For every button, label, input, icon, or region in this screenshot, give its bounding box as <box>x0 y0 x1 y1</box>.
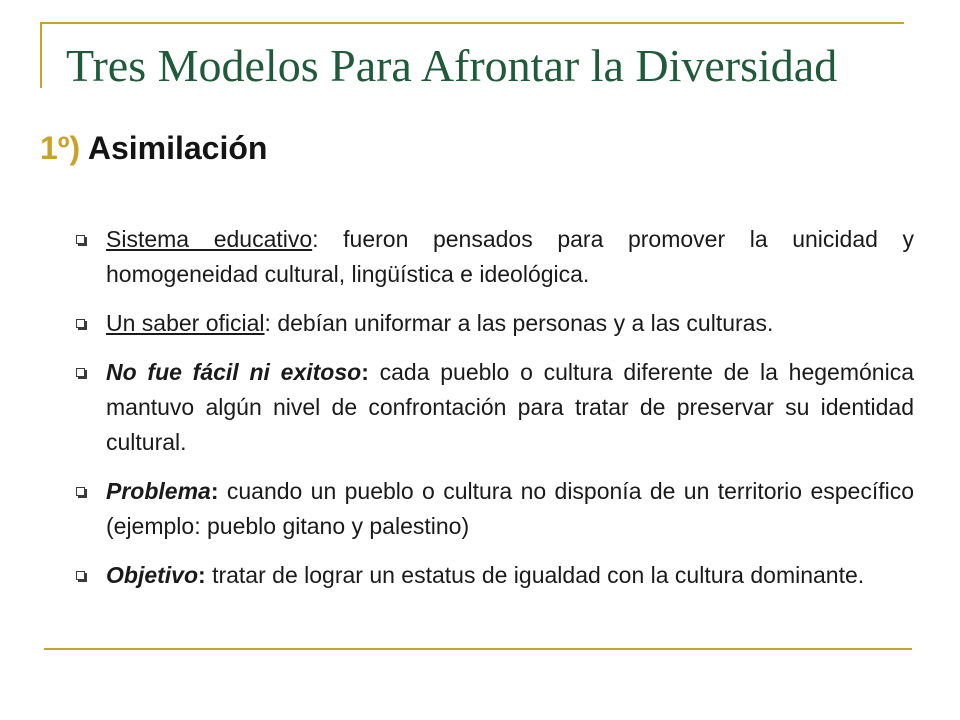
hollow-square-bullet-icon <box>76 368 85 377</box>
hollow-square-bullet-icon <box>76 571 85 580</box>
bullet-term: No fue fácil ni exitoso <box>106 359 362 385</box>
bullet-term: Sistema educativo <box>106 226 313 252</box>
bullet-separator: : <box>210 478 219 504</box>
bullet-text: debían uniformar a las personas y a las culturas. <box>277 310 774 336</box>
bullet-term: Objetivo <box>106 562 199 588</box>
title-left-rule <box>40 22 42 88</box>
slide-title: Tres Modelos Para Afrontar la Diversidad <box>66 40 838 91</box>
bullet-item-problema <box>74 474 914 544</box>
bullet-item-objetivo <box>74 558 914 593</box>
bullet-list <box>74 222 914 593</box>
bullet-separator: : <box>361 359 369 385</box>
bottom-rule <box>44 648 912 650</box>
bullet-text: cada pueblo o cultura diferente de la hegemónica mantuvo algún nivel de confrontación para tratar de preservar su identidad cultural. <box>106 359 914 455</box>
bullet-separator: : <box>264 310 271 336</box>
title-top-rule <box>40 22 904 24</box>
section-heading-text: Asimilación <box>87 130 268 166</box>
bullet-term: Un saber oficial <box>106 310 265 336</box>
bullet-text: fueron pensados para promover la unicidad y homogeneidad cultural, lingüística e ideológica. <box>106 226 915 287</box>
hollow-square-bullet-icon <box>76 235 85 244</box>
bullet-item-saber-oficial <box>74 306 914 341</box>
bullet-separator: : <box>198 562 206 588</box>
section-number: 1º) <box>40 130 81 166</box>
bullet-item-no-fue-facil <box>74 355 914 460</box>
bullet-item-sistema-educativo <box>74 222 914 292</box>
bullet-text: tratar de lograr un estatus de igualdad con la cultura dominante. <box>212 562 865 588</box>
bullet-separator: : <box>312 226 319 252</box>
bullet-term: Problema <box>106 478 211 504</box>
hollow-square-bullet-icon <box>76 319 85 328</box>
hollow-square-bullet-icon <box>76 487 85 496</box>
section-heading <box>40 126 267 170</box>
bullet-text: cuando un pueblo o cultura no disponía de un territorio específico (ejemplo: pueblo gitano y palestino) <box>106 478 914 539</box>
